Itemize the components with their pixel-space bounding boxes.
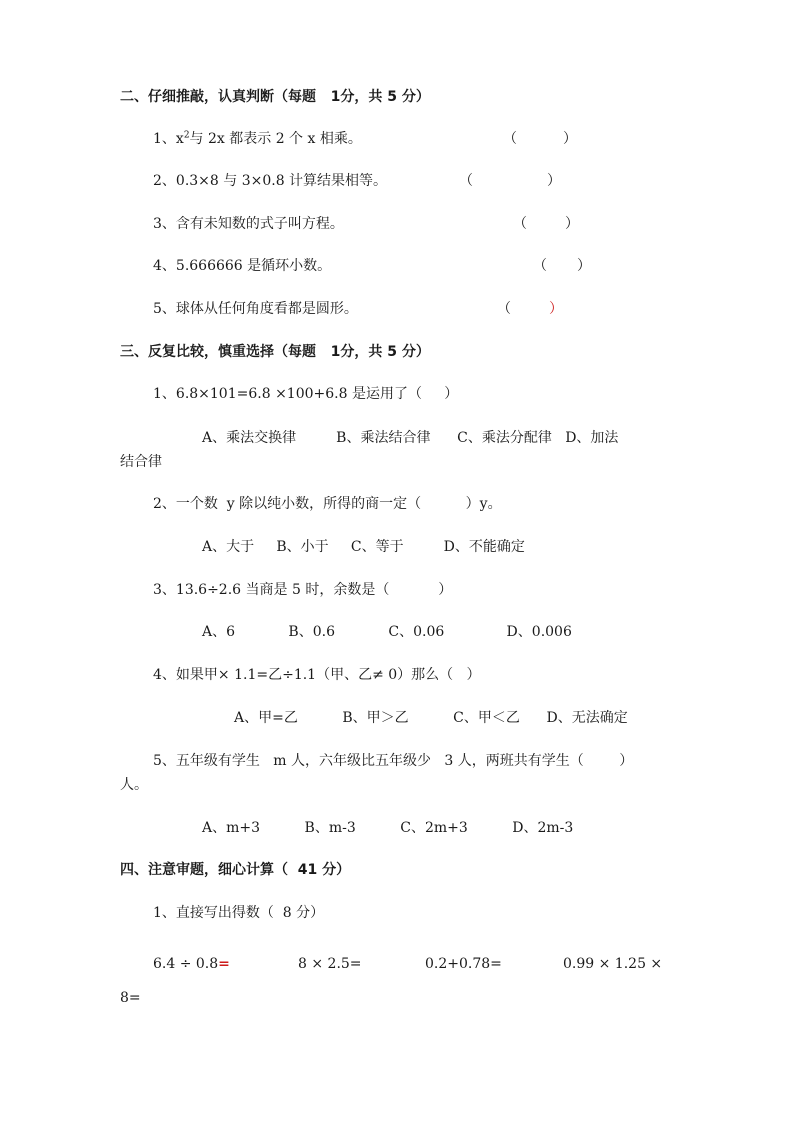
section-4-heading: 四、注意审题，细心计算（ 41 分） — [120, 862, 351, 878]
judge-question-5: 5、球体从任何角度看都是圆形。 — [153, 301, 358, 317]
paren-left: （ — [533, 258, 547, 274]
judge-question-4: 4、5.666666 是循环小数。 — [153, 258, 332, 274]
section-3-heading: 三、反复比较，慎重选择（每题 1分，共 5 分） — [120, 344, 430, 360]
paren-right: ） — [549, 301, 563, 317]
paren-left: （ — [497, 301, 511, 317]
choice-question-1: 1、6.8×101=6.8 ×100+6.8 是运用了（ ） — [153, 386, 459, 402]
choice-options-3: A、6 B、0.6 C、0.06 D、0.006 — [202, 624, 572, 640]
answer-paren-3[interactable] — [513, 214, 579, 234]
paren-right: ） — [563, 131, 577, 147]
choice-options-5: A、m+3 B、m-3 C、2m+3 D、2m-3 — [202, 820, 574, 836]
paren-left: （ — [503, 131, 517, 147]
calc-expression-2: 8 × 2.5= — [298, 956, 362, 972]
paren-right: ） — [577, 258, 591, 274]
choice-options-1: A、乘法交换律 B、乘法结合律 C、乘法分配律 D、加法 — [202, 430, 619, 446]
choice-options-4: A、甲=乙 B、甲＞乙 C、甲＜乙 D、无法确定 — [234, 710, 628, 726]
calc-expression-1 — [153, 954, 230, 974]
answer-paren-2[interactable] — [459, 171, 561, 191]
paren-right: ） — [565, 216, 579, 232]
choice-question-5: 5、五年级有学生 m 人，六年级比五年级少 3 人，两班共有学生（ ） — [153, 753, 634, 769]
calc-question-1: 1、直接写出得数（ 8 分） — [153, 905, 325, 921]
choice-question-4: 4、如果甲× 1.1=乙÷1.1（甲、乙≠ 0）那么（ ） — [153, 667, 481, 683]
q-text: 与 2x 都表示 2 个 x 相乘。 — [189, 131, 362, 147]
q-text: 1、x — [153, 131, 184, 147]
choice-question-5-wrap: 人。 — [120, 777, 148, 793]
equals-sign: = — [218, 956, 230, 972]
paren-left: （ — [459, 173, 473, 189]
calc-expression-4: 0.99 × 1.25 × — [563, 956, 663, 972]
section-2-heading: 二、仔细推敲，认真判断（每题 1分，共 5 分） — [120, 89, 430, 105]
judge-question-2: 2、0.3×8 与 3×0.8 计算结果相等。 — [153, 173, 388, 189]
paren-left: （ — [513, 216, 527, 232]
answer-paren-4[interactable] — [533, 256, 591, 276]
expr-text: 6.4 ÷ 0.8 — [153, 956, 219, 972]
judge-question-1 — [153, 129, 362, 149]
judge-question-3: 3、含有未知数的式子叫方程。 — [153, 216, 344, 232]
paren-right: ） — [547, 173, 561, 189]
calc-expression-4-wrap: 8= — [120, 990, 141, 1006]
choice-question-3: 3、13.6÷2.6 当商是 5 时，余数是（ ） — [153, 582, 453, 598]
choice-options-2: A、大于 B、小于 C、等于 D、不能确定 — [202, 539, 525, 555]
choice-options-1-wrap: 结合律 — [120, 454, 162, 470]
answer-paren-1[interactable] — [503, 129, 577, 149]
answer-paren-5[interactable] — [497, 299, 563, 319]
calc-expression-3: 0.2+0.78= — [425, 956, 502, 972]
superscript: 2 — [183, 130, 190, 141]
choice-question-2: 2、一个数 y 除以纯小数，所得的商一定（ ）y。 — [153, 496, 502, 512]
